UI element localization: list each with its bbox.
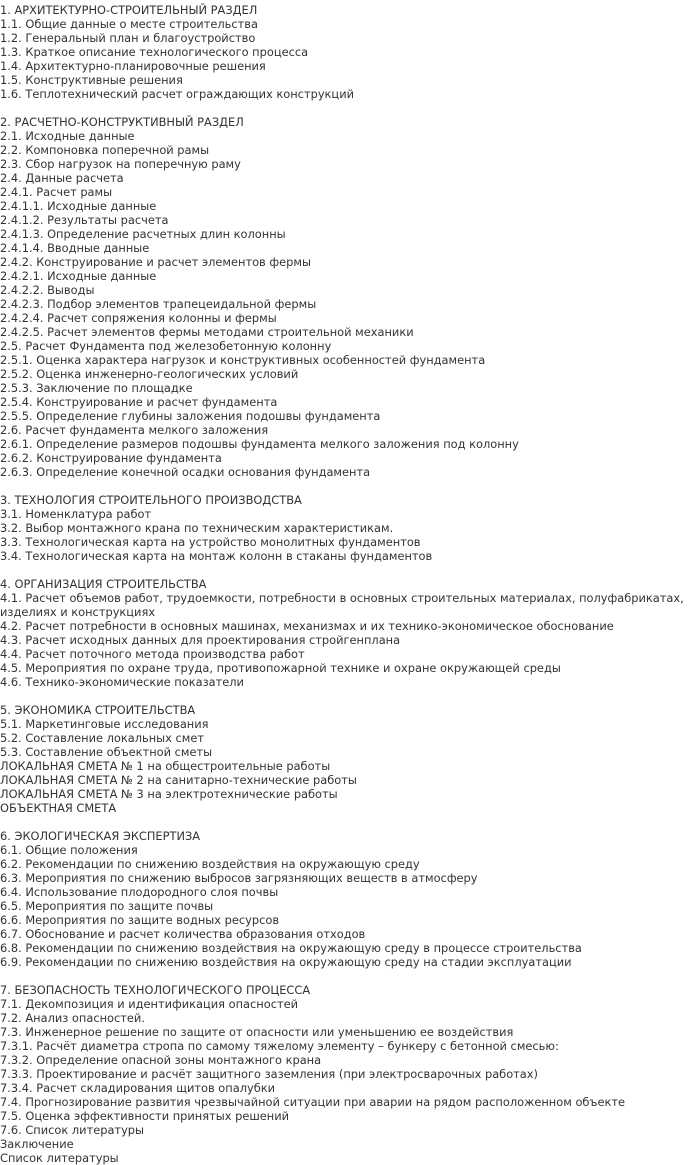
toc-item: 1.3. Краткое описание технологического процесса: [0, 45, 309, 59]
toc-item: 3.4. Технологическая карта на монтаж колонн в стаканы фундаментов: [0, 549, 433, 563]
toc-item: 5.2. Составление локальных смет: [0, 731, 205, 745]
toc-item: 7.1. Декомпозиция и идентификация опасностей: [0, 997, 299, 1011]
toc-item: 6.9. Рекомендации по снижению воздействия на окружающую среду на стадии эксплуатации: [0, 955, 572, 969]
toc-item: 7.3.2. Определение опасной зоны монтажного крана: [0, 1053, 322, 1067]
toc-item: 6.4. Использование плодородного слоя почвы: [0, 885, 279, 899]
toc-item: 2.5. Расчет Фундамента под железобетонную колонну: [0, 339, 332, 353]
toc-item: ОБЪЕКТНАЯ СМЕТА: [0, 801, 117, 815]
toc-item: 2.5.3. Заключение по площадке: [0, 381, 193, 395]
toc-item: 3.3. Технологическая карта на устройство монолитных фундаментов: [0, 535, 421, 549]
toc-item: 2.6.2. Конструирование фундамента: [0, 451, 222, 465]
section-spacer: [0, 563, 700, 577]
toc-section: [0, 829, 700, 969]
toc-item: 2.4.2.5. Расчет элементов фермы методами строительной механики: [0, 325, 414, 339]
toc-item: 5.1. Маркетинговые исследования: [0, 717, 209, 731]
toc-item: 2.4.2.2. Выводы: [0, 283, 95, 297]
toc-item: 7.5. Оценка эффективности принятых решений: [0, 1109, 290, 1123]
toc-section-heading: 4. ОРГАНИЗАЦИЯ СТРОИТЕЛЬСТВА: [0, 577, 207, 591]
toc-item: 2.4.2.1. Исходные данные: [0, 269, 157, 283]
toc-section: [0, 3, 700, 101]
toc-section: [0, 703, 700, 815]
toc-item: 2.4.1.2. Результаты расчета: [0, 213, 169, 227]
toc-item: 6.6. Мероприятия по защите водных ресурсов: [0, 913, 280, 927]
toc-item: 1.4. Архитектурно-планировочные решения: [0, 59, 266, 73]
toc-item: 4.6. Технико-экономические показатели: [0, 675, 244, 689]
toc-item: 7.3.3. Проектирование и расчёт защитного заземления (при электросварочных работах): [0, 1067, 538, 1081]
toc-item: 6.8. Рекомендации по снижению воздействия на окружающую среду в процессе строительства: [0, 941, 582, 955]
toc-item: 2.5.2. Оценка инженерно-геологических условий: [0, 367, 299, 381]
toc-item: 7.6. Список литературы: [0, 1123, 145, 1137]
toc-item: ЛОКАЛЬНАЯ СМЕТА № 3 на электротехнические работы: [0, 787, 338, 801]
toc-section-heading: 6. ЭКОЛОГИЧЕСКАЯ ЭКСПЕРТИЗА: [0, 829, 201, 843]
toc-item: 2.6.1. Определение размеров подошвы фундамента мелкого заложения под колонну: [0, 437, 519, 451]
toc-item: 2.4.1.3. Определение расчетных длин колонны: [0, 227, 286, 241]
toc-item: 2.6. Расчет фундамента мелкого заложения: [0, 423, 269, 437]
toc-item: 1.5. Конструктивные решения: [0, 73, 183, 87]
toc-item: 6.5. Мероприятия по защите почвы: [0, 899, 214, 913]
section-spacer: [0, 101, 700, 115]
toc-section: [0, 493, 700, 563]
toc-item: 2.4.2.4. Расчет сопряжения колонны и фермы: [0, 311, 277, 325]
toc-item: 4.1. Расчет объемов работ, трудоемкости, потребности в основных строительных материалах, полуфабрикатах, изделиях и конструкциях: [0, 591, 684, 619]
toc-item: 6.2. Рекомендации по снижению воздействия на окружающую среду: [0, 857, 420, 871]
toc-item: 2.4. Данные расчета: [0, 171, 124, 185]
toc-section-heading: 5. ЭКОНОМИКА СТРОИТЕЛЬСТВА: [0, 703, 196, 717]
toc-item: ЛОКАЛЬНАЯ СМЕТА № 2 на санитарно-технические работы: [0, 773, 357, 787]
toc-item: 3.1. Номенклатура работ: [0, 507, 152, 521]
toc-item: 7.3. Инженерное решение по защите от опасности или уменьшению ее воздействия: [0, 1025, 514, 1039]
toc-section: [0, 577, 700, 689]
toc-section: [0, 983, 700, 1165]
toc-item: 2.1. Исходные данные: [0, 129, 135, 143]
toc-item: 2.3. Сбор нагрузок на поперечную раму: [0, 157, 241, 171]
toc-item: 2.4.1.1. Исходные данные: [0, 199, 157, 213]
toc-item: 2.4.1.4. Вводные данные: [0, 241, 150, 255]
toc-item: 2.2. Компоновка поперечной рамы: [0, 143, 210, 157]
toc-item: 6.1. Общие положения: [0, 843, 138, 857]
toc-section: [0, 115, 700, 479]
toc-item: 7.2. Анализ опасностей.: [0, 1011, 145, 1025]
section-spacer: [0, 815, 700, 829]
toc-section-heading: 1. АРХИТЕКТУРНО-СТРОИТЕЛЬНЫЙ РАЗДЕЛ: [0, 3, 258, 17]
toc-item: 2.4.2. Конструирование и расчет элементов фермы: [0, 255, 311, 269]
toc-item: 2.6.3. Определение конечной осадки основания фундамента: [0, 465, 371, 479]
toc-item: 7.3.4. Расчет складирования щитов опалубки: [0, 1081, 276, 1095]
toc-item: 4.3. Расчет исходных данных для проектирования стройгенплана: [0, 633, 401, 647]
toc-item: 2.5.4. Конструирование и расчет фундамента: [0, 395, 278, 409]
toc-item: 7.3.1. Расчёт диаметра стропа по самому тяжелому элементу – бункеру с бетонной смесью:: [0, 1039, 559, 1053]
toc-item: Список литературы: [0, 1151, 119, 1165]
toc-item: 2.5.5. Определение глубины заложения подошвы фундамента: [0, 409, 381, 423]
toc-item: 7.4. Прогнозирование развития чрезвычайной ситуации при аварии на рядом расположенном объекте: [0, 1095, 626, 1109]
toc-section-heading: 7. БЕЗОПАСНОСТЬ ТЕХНОЛОГИЧЕСКОГО ПРОЦЕССА: [0, 983, 311, 997]
toc-section-heading: 3. ТЕХНОЛОГИЯ СТРОИТЕЛЬНОГО ПРОИЗВОДСТВА: [0, 493, 302, 507]
toc-item: 1.2. Генеральный план и благоустройство: [0, 31, 256, 45]
toc-item: 2.4.1. Расчет рамы: [0, 185, 113, 199]
toc-section-heading: 2. РАСЧЕТНО-КОНСТРУКТИВНЫЙ РАЗДЕЛ: [0, 115, 244, 129]
section-spacer: [0, 689, 700, 703]
toc-item: Заключение: [0, 1137, 74, 1151]
section-spacer: [0, 479, 700, 493]
toc-item: 4.4. Расчет поточного метода производства работ: [0, 647, 305, 661]
toc-item: 6.7. Обоснование и расчет количества образования отходов: [0, 927, 366, 941]
toc-item: 5.3. Составление объектной сметы: [0, 745, 213, 759]
toc-item: 4.5. Мероприятия по охране труда, противопожарной технике и охране окружающей среды: [0, 661, 561, 675]
toc-item: 3.2. Выбор монтажного крана по техническим характеристикам.: [0, 521, 394, 535]
toc-item: 2.4.2.3. Подбор элементов трапецеидальной фермы: [0, 297, 317, 311]
toc-item: 1.6. Теплотехнический расчет ограждающих конструкций: [0, 87, 354, 101]
toc-item: 4.2. Расчет потребности в основных машинах, механизмах и их технико-экономическое обоснование: [0, 619, 614, 633]
toc-item: 2.5.1. Оценка характера нагрузок и конструктивных особенностей фундамента: [0, 353, 486, 367]
toc-item: 1.1. Общие данные о месте строительства: [0, 17, 258, 31]
section-spacer: [0, 969, 700, 983]
toc-item: ЛОКАЛЬНАЯ СМЕТА № 1 на общестроительные работы: [0, 759, 331, 773]
toc-item: 6.3. Мероприятия по снижению выбросов загрязняющих веществ в атмосферу: [0, 871, 478, 885]
